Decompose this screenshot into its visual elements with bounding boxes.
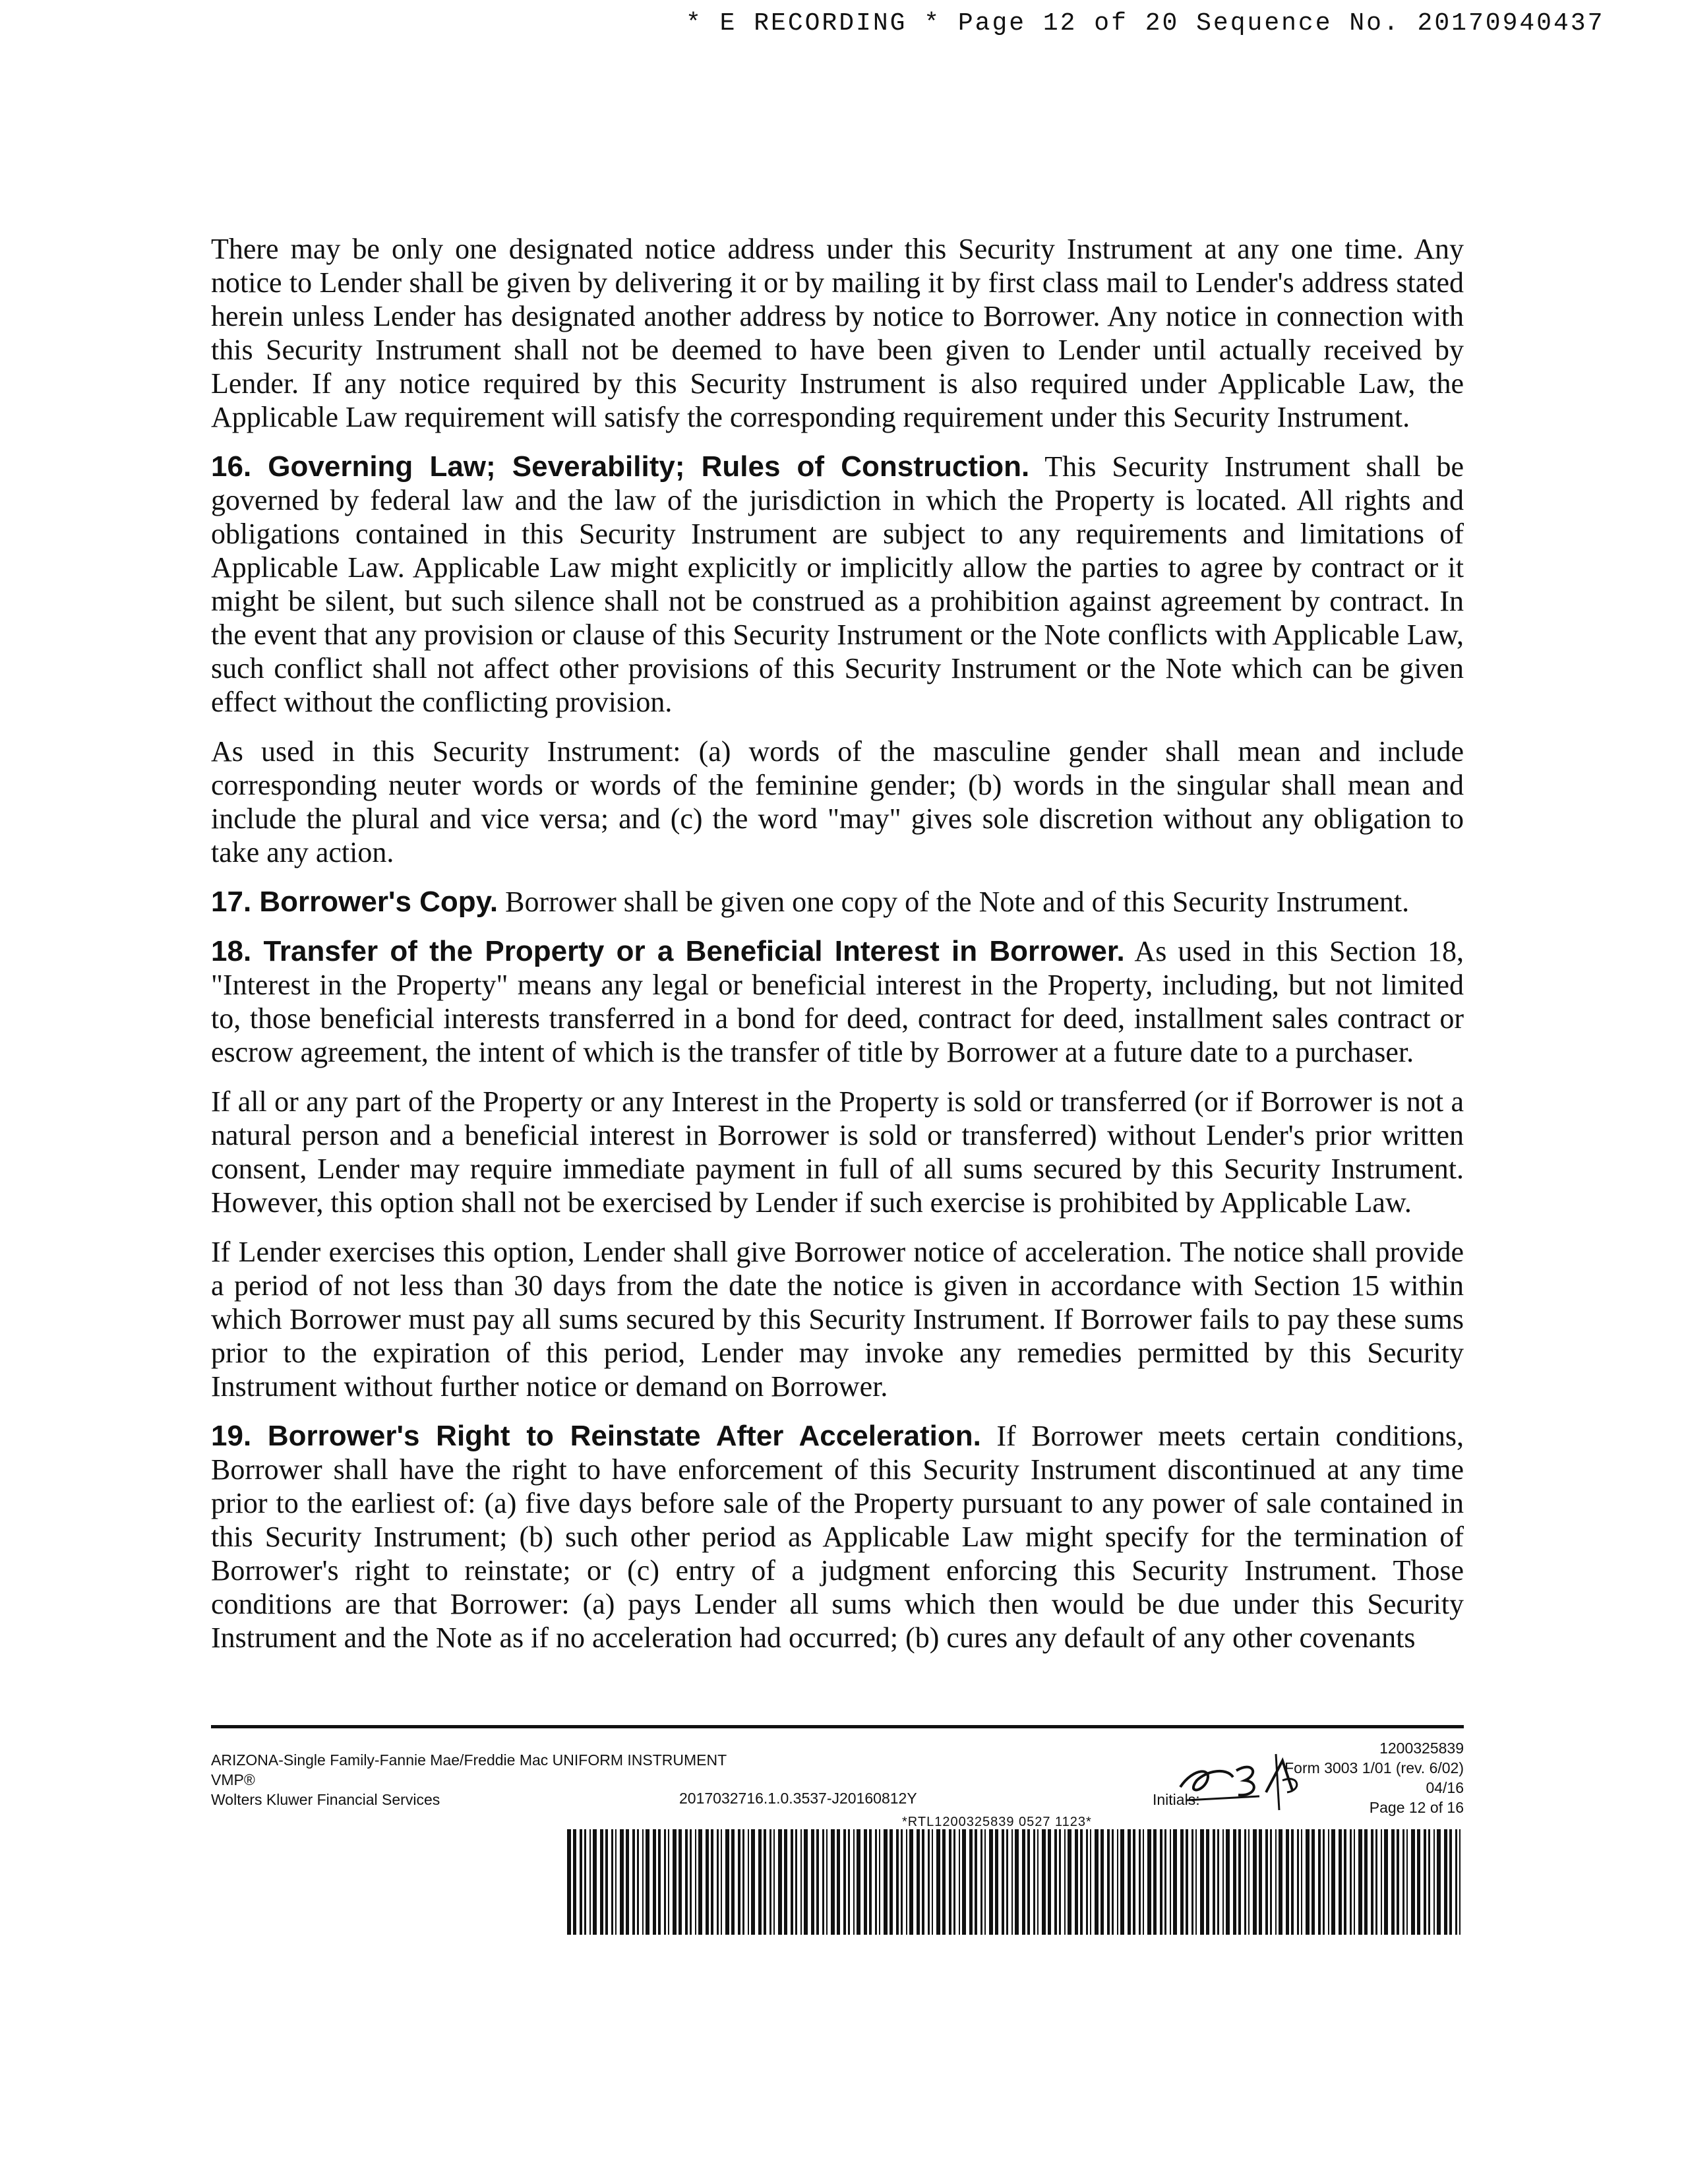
initials-label: Initials: [1153, 1791, 1200, 1808]
section-18 [211, 934, 1464, 1069]
form-date: 04/16 [1426, 1779, 1464, 1796]
form-vmp: VMP® [211, 1771, 255, 1788]
section-18-paragraph-3: If Lender exercises this option, Lender shall give Borrower notice of acceleration. The notice shall provide a period of not less than 30 days from the date the notice is given in accordance with Section 15 within which Borrower must pay all sums secured by this Security Instrument. If Borrower fails to pay these sums prior to the expiration of this period, Lender may invoke any remedies permitted by this Security Instrument without further notice or demand on Borrower. [211, 1236, 1464, 1403]
section-19-text: If Borrower meets certain conditions, Borrower shall have the right to have enforcement of this Security Instrument discontinued at any time prior to the earliest of: (a) five days before sale of the Property pursuant to any power of sale contained in this Security Instrument; (b) such other period as Applicable Law might specify for the termination of Borrower's right to reinstate; or (c) entry of a judgment enforcing this Security Instrument. Those conditions are that Borrower: (a) pays Lender all sums which then would be due under this Security Instrument and the Note as if no acceleration had occurred; (b) cures any default of any other covenants [211, 1420, 1464, 1654]
barcode-icon [567, 1829, 1464, 1938]
form-publisher: Wolters Kluwer Financial Services [211, 1791, 440, 1808]
page-number: Page 12 of 16 [1369, 1799, 1464, 1816]
form-title: ARIZONA-Single Family-Fannie Mae/Freddie Mac UNIFORM INSTRUMENT [211, 1751, 727, 1769]
section-17-heading: 17. Borrower's Copy. [211, 886, 498, 918]
paragraph-notice-address: There may be only one designated notice address under this Security Instrument at any one time. Any notice to Lender shall be given by delivering it or by mailing it by first class mail to Lender's address stated herein unless Lender has designated another address by notice to Borrower. Any notice in connection with this Security Instrument shall not be deemed to have been given to Lender until actually received by Lender. If any notice required by this Security Instrument is also required under Applicable Law, the Applicable Law requirement will satisfy the corresponding requirement under this Security Instrument. [211, 233, 1464, 433]
loan-number: 1200325839 [1379, 1740, 1464, 1757]
section-18-heading: 18. Transfer of the Property or a Beneficial Interest in Borrower. [211, 935, 1125, 967]
section-17 [211, 885, 1464, 919]
section-18-paragraph-2: If all or any part of the Property or any Interest in the Property is sold or transferred (or if Borrower is not a natural person and a beneficial interest in Borrower is sold or transferred) without Lender's prior written consent, Lender may require immediate payment in full of all sums secured by this Security Instrument. However, this option shall not be exercised by Lender if such exercise is prohibited by Applicable Law. [211, 1085, 1464, 1219]
form-number: Form 3003 1/01 (rev. 6/02) [1284, 1759, 1464, 1776]
footer-page-info [1284, 1738, 1464, 1817]
recording-header: * E RECORDING * Page 12 of 20 Sequence No. 20170940437 [686, 9, 1605, 38]
section-16-text: This Security Instrument shall be governed by federal law and the law of the jurisdiction in which the Property is located. All rights and obligations contained in this Security Instrument are subject to any requirements and limitations of Applicable Law. Applicable Law might explicitly or implicitly allow the parties to agree by contract or it might be silent, but such silence shall not be construed as a prohibition against agreement by contract. In the event that any provision or clause of this Security Instrument or the Note conflicts with Applicable Law, such conflict shall not affect other provisions of this Security Instrument or the Note which can be given effect without the conflicting provision. [211, 450, 1464, 718]
barcode-caption: *RTL1200325839 0527 1123* [902, 1815, 1092, 1829]
section-16 [211, 450, 1464, 719]
section-16-paragraph-2: As used in this Security Instrument: (a) words of the masculine gender shall mean and include corresponding neuter words or words of the feminine gender; (b) words in the singular shall mean and include the plural and vice versa; and (c) the word "may" gives sole discretion without any obligation to take any action. [211, 735, 1464, 868]
section-17-text: Borrower shall be given one copy of the Note and of this Security Instrument. [498, 886, 1410, 918]
document-body [211, 232, 1464, 1670]
section-18-text: As used in this Section 18, "Interest in the Property" means any legal or beneficial interest in the Property, including, but not limited to, those beneficial interests transferred in a bond for deed, contract for deed, installment sales contract or escrow agreement, the intent of which is the transfer of title by Borrower at a future date to a purchaser. [211, 935, 1464, 1068]
section-19 [211, 1419, 1464, 1654]
section-19-heading: 19. Borrower's Right to Reinstate After Acceleration. [211, 1420, 981, 1452]
footer-divider [211, 1725, 1464, 1728]
doc-code: 2017032716.1.0.3537-J20160812Y [679, 1790, 917, 1807]
section-16-heading: 16. Governing Law; Severability; Rules of Construction. [211, 450, 1030, 483]
